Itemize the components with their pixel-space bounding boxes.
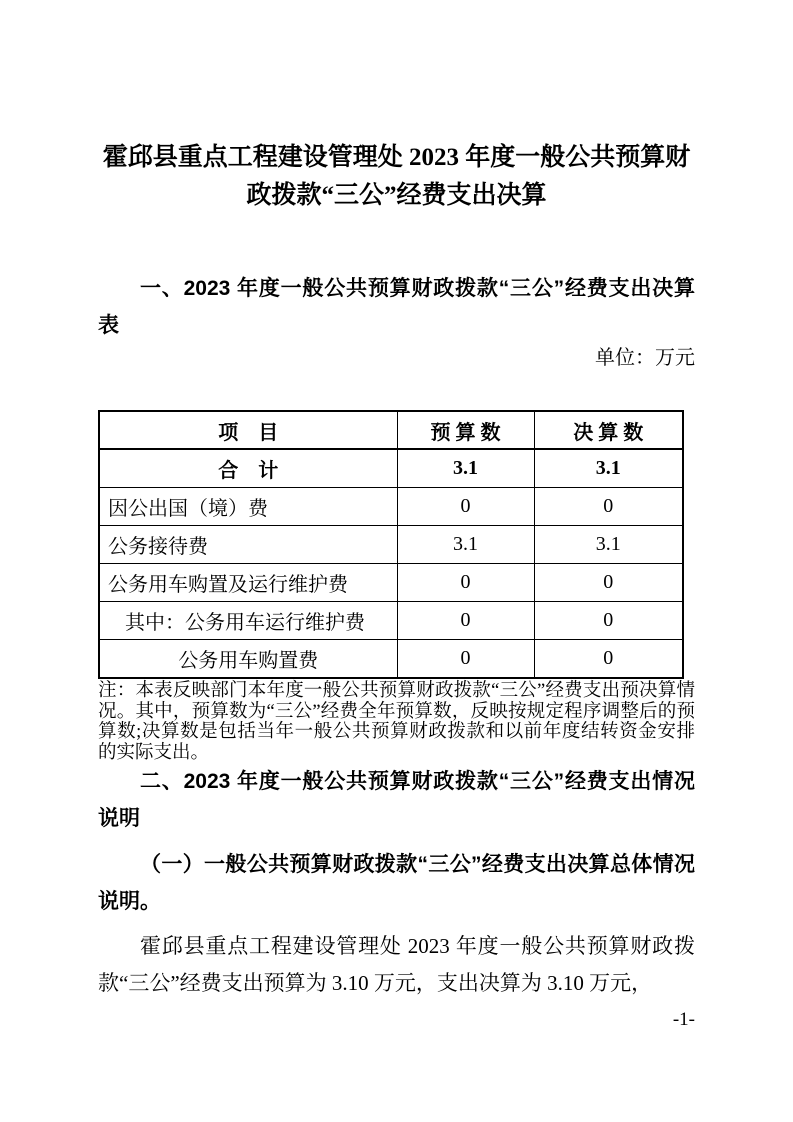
final-value: 0 bbox=[534, 640, 683, 679]
table-row-abroad-expense bbox=[99, 488, 683, 526]
final-value: 3.1 bbox=[534, 449, 683, 488]
row-label: 公务用车购置及运行维护费 bbox=[99, 564, 397, 602]
document-title: 霍邱县重点工程建设管理处 2023 年度一般公共预算财政拨款“三公”经费支出决算 bbox=[102, 144, 691, 209]
budget-value: 3.1 bbox=[397, 449, 534, 488]
table-row-vehicle-total bbox=[99, 564, 683, 602]
budget-value: 0 bbox=[397, 564, 534, 602]
table-row-total bbox=[99, 449, 683, 488]
final-value: 0 bbox=[534, 488, 683, 526]
table-row-reception-expense bbox=[99, 526, 683, 564]
row-label: 因公出国（境）费 bbox=[99, 488, 397, 526]
section2-heading: 二、2023 年度一般公共预算财政拨款“三公”经费支出情况说明 bbox=[98, 770, 695, 830]
row-label: 其中：公务用车运行维护费 bbox=[99, 602, 397, 640]
column-header-budget: 预 算 数 bbox=[397, 411, 534, 449]
page-number: -1- bbox=[672, 1009, 695, 1030]
budget-value: 3.1 bbox=[397, 526, 534, 564]
table-row-vehicle-maintenance bbox=[99, 602, 683, 640]
section1-heading: 一、2023 年度一般公共预算财政拨款“三公”经费支出决算表 bbox=[98, 277, 695, 337]
budget-value: 0 bbox=[397, 640, 534, 679]
table-row-vehicle-purchase bbox=[99, 640, 683, 679]
final-value: 0 bbox=[534, 602, 683, 640]
unit-label: 单位：万元 bbox=[595, 347, 695, 369]
row-label: 合 计 bbox=[99, 449, 397, 488]
three-public-expense-table bbox=[98, 410, 684, 679]
budget-value: 0 bbox=[397, 602, 534, 640]
row-label: 公务接待费 bbox=[99, 526, 397, 564]
row-label: 公务用车购置费 bbox=[99, 640, 397, 679]
subsection1-heading: （一）一般公共预算财政拨款“三公”经费支出决算总体情况说明。 bbox=[98, 853, 695, 913]
final-value: 0 bbox=[534, 564, 683, 602]
column-header-final: 决 算 数 bbox=[534, 411, 683, 449]
table-note: 注：本表反映部门本年度一般公共预算财政拨款“三公”经费支出预决算情况。其中，预算数为“三公”经费全年预算数，反映按规定程序调整后的预算数;决算数是包括当年一般公共预算财政拨款和以前年度结转资金安排的实际支出。 bbox=[98, 681, 695, 763]
final-value: 3.1 bbox=[534, 526, 683, 564]
column-header-item: 项 目 bbox=[99, 411, 397, 449]
budget-value: 0 bbox=[397, 488, 534, 526]
body-paragraph: 霍邱县重点工程建设管理处 2023 年度一般公共预算财政拨款“三公”经费支出预算为 3.10 万元，支出决算为 3.10 万元， bbox=[98, 934, 695, 995]
table-header-row bbox=[99, 411, 683, 449]
